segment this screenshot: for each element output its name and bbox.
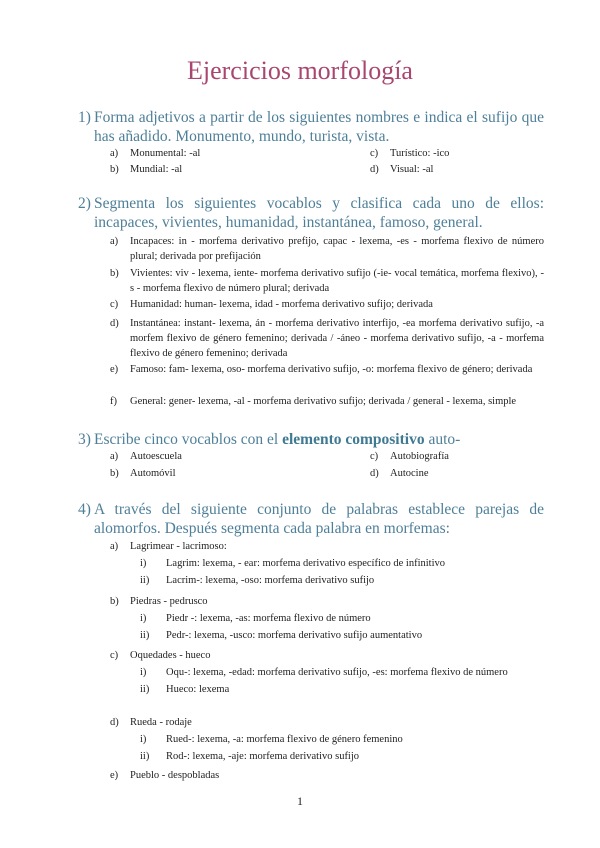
question-number: 1) — [78, 109, 91, 126]
sub-item-text: Rod-: lexema, -aje: morfema derivativo sufijo — [166, 751, 360, 762]
item-letter: f) — [110, 396, 117, 407]
item-text: Vivientes: viv - lexema, iente- morfema derivativo sufijo (-ie- vocal temática, morfema flexivo), -s - morfema flexivo de número plural; derivada — [130, 268, 544, 294]
item-text: Autoescuela — [130, 451, 182, 462]
question-text: Segmenta los siguientes vocablos y clasifica cada uno de ellos: incapaces, vivientes, humanidad, instantánea, famoso, general. — [94, 195, 544, 231]
item-letter: b) — [110, 468, 119, 479]
sub-item-numeral: ii) — [140, 630, 150, 641]
item-text: Humanidad: human- lexema, idad - morfema derivativo sufijo; derivada — [130, 299, 433, 310]
page-number: 1 — [297, 794, 303, 808]
item-letter: c) — [110, 650, 119, 661]
question-1 — [78, 108, 544, 146]
item-letter: a) — [110, 541, 119, 552]
list-item — [110, 715, 544, 730]
sub-item-numeral: ii) — [140, 684, 150, 695]
sub-item — [140, 665, 544, 680]
list-item — [110, 362, 544, 377]
question-number: 2) — [78, 195, 91, 212]
item-text: Oquedades - hueco — [130, 650, 211, 661]
item-letter: a) — [110, 451, 119, 462]
item-text: Lagrimear - lacrimoso: — [130, 541, 227, 552]
item-text: Rueda - rodaje — [130, 717, 192, 728]
sub-item-numeral: ii) — [140, 575, 150, 586]
sub-item-text: Rued-: lexema, -a: morfema flexivo de género femenino — [166, 734, 403, 745]
question-number: 3) — [78, 431, 91, 448]
item-text: Famoso: fam- lexema, oso- morfema derivativo sufijo, -o: morfema flexivo de género; derivada — [130, 364, 533, 375]
list-item — [110, 594, 544, 609]
list-item — [370, 466, 544, 481]
list-item — [370, 146, 544, 161]
sub-item-text: Lagrim: lexema, - ear: morfema derivativo específico de infinitivo — [166, 558, 446, 569]
item-letter: c) — [110, 299, 119, 310]
item-letter: c) — [370, 451, 379, 462]
list-item — [370, 449, 544, 464]
sub-item-numeral: i) — [140, 613, 147, 624]
question-text: Forma adjetivos a partir de los siguientes nombres e indica el sufijo que has añadido. Monumento, mundo, turista, vista. — [94, 109, 544, 145]
page-title: Ejercicios morfología — [187, 56, 413, 85]
item-letter: a) — [110, 236, 119, 247]
sub-item-text: Lacrim-: lexema, -oso: morfema derivativo sufijo — [166, 575, 375, 586]
sub-item-text: Pedr-: lexema, -usco: morfema derivativo sufijo aumentativo — [166, 630, 423, 641]
sub-item — [140, 611, 544, 626]
item-letter: a) — [110, 148, 119, 159]
sub-item — [140, 628, 544, 643]
list-item — [110, 316, 544, 361]
question-number: 4) — [78, 501, 91, 518]
list-item — [110, 297, 544, 312]
question-text-part: auto- — [424, 431, 461, 448]
item-text: Autocine — [390, 468, 429, 479]
list-item — [110, 266, 544, 296]
item-letter: b) — [110, 596, 119, 607]
question-text: A través del siguiente conjunto de palabras establece parejas de alomorfos. Después segmenta cada palabra en morfemas: — [94, 501, 544, 537]
sub-item-numeral: i) — [140, 667, 147, 678]
sub-item — [140, 556, 544, 571]
list-item — [110, 648, 544, 663]
question-text-part: Escribe cinco vocablos con el — [94, 431, 283, 448]
question-3 — [78, 430, 544, 449]
item-letter: c) — [370, 148, 379, 159]
item-letter: d) — [110, 318, 119, 329]
sub-item — [140, 573, 544, 588]
item-text: Autobiografía — [390, 451, 449, 462]
item-letter: b) — [110, 268, 119, 279]
item-text: General: gener- lexema, -al - morfema derivativo sufijo; derivada / general - lexema, simple — [130, 396, 517, 407]
item-letter: d) — [110, 717, 119, 728]
sub-item-numeral: i) — [140, 734, 147, 745]
list-item — [110, 234, 544, 264]
sub-item — [140, 732, 544, 747]
item-text: Incapaces: in - morfema derivativo prefijo, capac - lexema, -es - morfema flexivo de número plural; derivada por prefijación — [130, 236, 544, 262]
sub-item-text: Hueco: lexema — [166, 684, 230, 695]
item-text: Visual: -al — [390, 164, 434, 175]
item-letter: b) — [110, 164, 119, 175]
list-item — [110, 394, 544, 409]
list-item — [110, 539, 544, 554]
item-letter: d) — [370, 164, 379, 175]
item-text: Automóvil — [130, 468, 176, 479]
item-text: Turístico: -ico — [390, 148, 450, 159]
sub-item — [140, 749, 544, 764]
question-text-bold: elemento compositivo — [282, 431, 425, 448]
item-text: Monumental: -al — [130, 148, 201, 159]
item-letter: e) — [110, 770, 119, 781]
question-2 — [78, 194, 544, 232]
item-letter: d) — [370, 468, 379, 479]
item-text: Mundial: -al — [130, 164, 183, 175]
list-item — [110, 768, 544, 783]
sub-item — [140, 682, 544, 697]
sub-item-text: Oqu-: lexema, -edad: morfema derivativo sufijo, -es: morfema flexivo de número — [166, 667, 508, 678]
question-4 — [78, 500, 544, 538]
item-letter: e) — [110, 364, 119, 375]
list-item — [370, 162, 544, 177]
item-text: Instantánea: instant- lexema, án - morfema derivativo interfijo, -ea morfema derivativo sufijo, -a morfem flexivo de género femenino; derivada / -áneo - morfema derivativo sufijo, -a - morfema flexivo de género femenino; derivada — [130, 318, 544, 359]
sub-item-numeral: ii) — [140, 751, 150, 762]
question-text — [78, 430, 544, 449]
sub-item-numeral: i) — [140, 558, 147, 569]
sub-item-text: Piedr -: lexema, -as: morfema flexivo de número — [166, 613, 371, 624]
item-text: Piedras - pedrusco — [130, 596, 208, 607]
item-text: Pueblo - despobladas — [130, 770, 220, 781]
